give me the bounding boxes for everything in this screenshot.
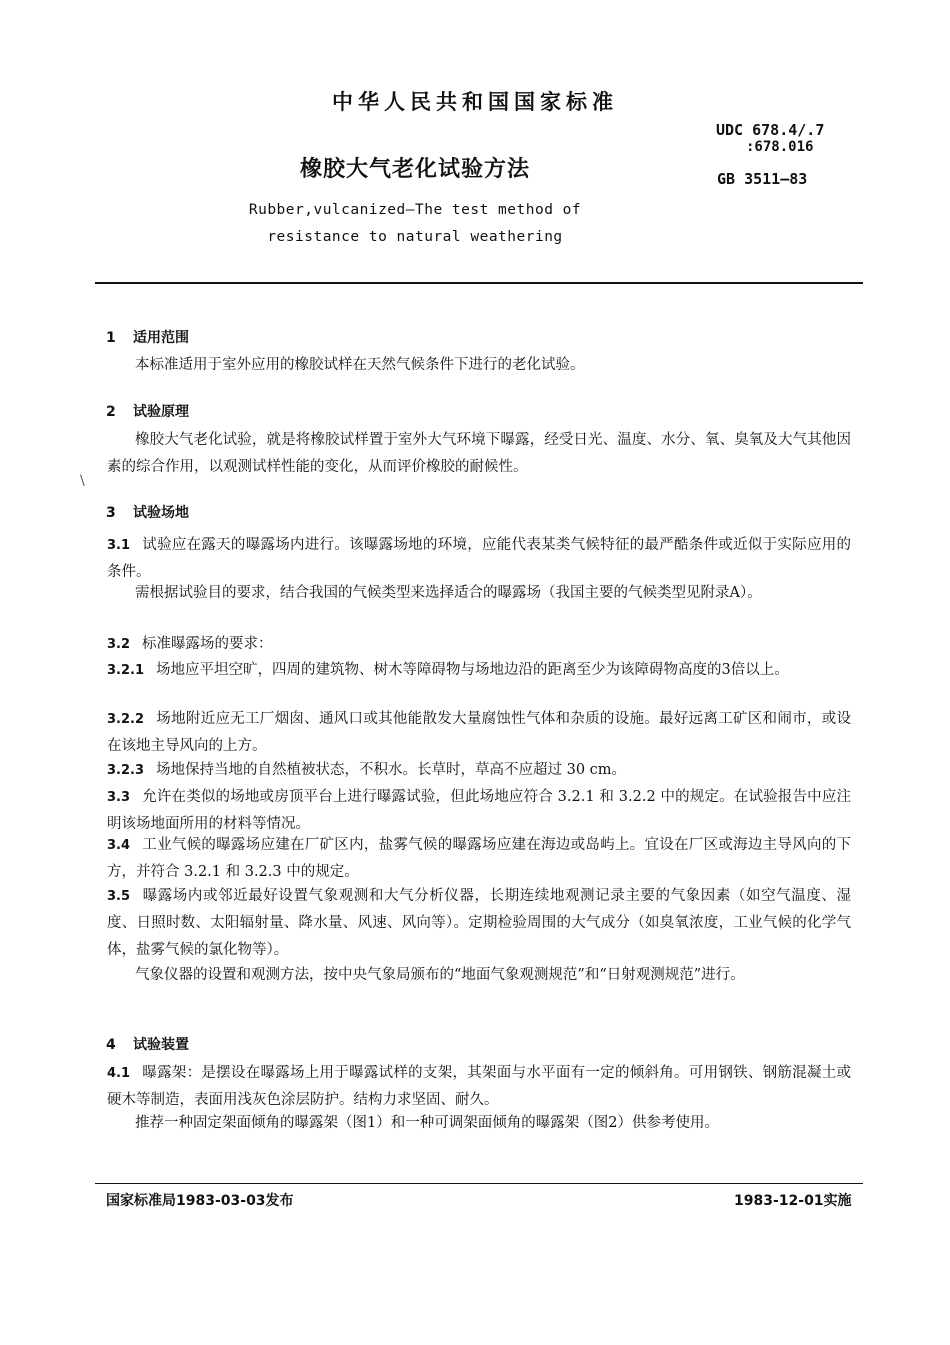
section-number: 4 (106, 1037, 116, 1053)
clause-3-1 (107, 532, 851, 586)
section-title: 适用范围 (133, 330, 189, 346)
section-number: 3 (106, 505, 116, 521)
clause-3-2-2 (107, 706, 851, 760)
clause-text: 允许在类似的场地或房顶平台上进行曝露试验，但此场地应符合 3.2.1 和 3.2.2 中的规定。在试验报告中应注明该场地面所用的材料等情况。 (107, 789, 851, 832)
section-number: 1 (106, 330, 116, 346)
effective-date: 1983-12-01实施 (734, 1193, 852, 1209)
national-standard-heading: 中华人民共和国国家标准 (332, 90, 618, 114)
section-heading-2 (106, 401, 189, 421)
clause-number: 3.1 (107, 538, 131, 553)
clause-number: 3.2.1 (107, 663, 145, 678)
clause-3-1-b: 需根据试验目的要求，结合我国的气候类型来选择适合的曝露场（我国主要的气候类型见附录A）。 (135, 585, 762, 601)
udc-code-line1: UDC 678.4/.7 (716, 121, 825, 139)
clause-3-2 (107, 631, 851, 658)
clause-4-1 (107, 1060, 851, 1114)
header-rule (95, 282, 863, 284)
clause-number: 3.3 (107, 790, 131, 805)
section-title: 试验原理 (133, 404, 189, 420)
margin-mark: \ (80, 473, 85, 489)
clause-4-1-b: 推荐一种固定架面倾角的曝露架（图1）和一种可调架面倾角的曝露架（图2）供参考使用。 (135, 1115, 719, 1131)
clause-number: 4.1 (107, 1066, 131, 1081)
clause-number: 3.2 (107, 637, 131, 652)
section-heading-4 (106, 1034, 189, 1054)
section-title: 试验场地 (133, 505, 189, 521)
document-title-en-line2: resistance to natural weathering (267, 229, 563, 245)
paragraph-1: 本标准适用于室外应用的橡胶试样在天然气候条件下进行的老化试验。 (135, 357, 585, 373)
clause-number: 3.4 (107, 838, 131, 853)
clause-number: 3.2.2 (107, 712, 145, 727)
gb-code: GB 3511—83 (717, 170, 808, 188)
clause-text: 场地保持当地的自然植被状态，不积水。长草时，草高不应超过 30 cm。 (156, 762, 627, 778)
clause-3-5 (107, 883, 851, 964)
clause-text: 工业气候的曝露场应建在厂矿区内，盐雾气候的曝露场应建在海边或岛屿上。宜设在厂区或海边主导风向的下方，并符合 3.2.1 和 3.2.3 中的规定。 (107, 837, 851, 880)
clause-3-2-3 (107, 757, 851, 784)
paragraph-2: 橡胶大气老化试验，就是将橡胶试样置于室外大气环境下曝露，经受日光、温度、水分、氧、臭氧及大气其他因素的综合作用，以观测试样性能的变化，从而评价橡胶的耐候性。 (107, 432, 851, 475)
clause-text: 试验应在露天的曝露场内进行。该曝露场地的环境，应能代表某类气候特征的最严酷条件或近似于实际应用的条件。 (107, 537, 851, 580)
clause-number: 3.5 (107, 889, 131, 904)
clause-text: 标准曝露场的要求： (142, 636, 273, 652)
clause-text: 场地附近应无工厂烟囱、通风口或其他能散发大量腐蚀性气体和杂质的设施。最好远离工矿区和闹市，或设在该地主导风向的上方。 (107, 711, 851, 754)
issue-date: 国家标准局1983-03-03发布 (106, 1193, 294, 1209)
udc-code-line2: :678.016 (746, 139, 814, 155)
clause-3-4 (107, 832, 851, 886)
document-title-en-line1: Rubber,vulcanized—The test method of (248, 202, 582, 218)
clause-text: 曝露场内或邻近最好设置气象观测和大气分析仪器，长期连续地观测记录主要的气象因素（如空气温度、湿度、日照时数、太阳辐射量、降水量、风速、风向等）。定期检验周围的大气成分（如臭氧浓度，工业气候的化学气体，盐雾气候的氯化物等）。 (107, 888, 851, 958)
document-title-cn: 橡胶大气老化试验方法 (299, 157, 530, 182)
clause-3-2-1 (107, 657, 851, 684)
clause-3-3 (107, 784, 851, 838)
section-heading-3 (106, 502, 189, 522)
section-number: 2 (106, 404, 116, 420)
section-heading-1 (106, 327, 189, 347)
section-title: 试验装置 (133, 1037, 189, 1053)
footer-rule (95, 1183, 863, 1184)
clause-number: 3.2.3 (107, 763, 145, 778)
clause-3-5-b: 气象仪器的设置和观测方法，按中央气象局颁布的“地面气象观测规范”和“日射观测规范”进行。 (135, 967, 745, 983)
clause-text: 曝露架：是摆设在曝露场上用于曝露试样的支架，其架面与水平面有一定的倾斜角。可用钢铁、钢筋混凝土或硬木等制造，表面用浅灰色涂层防护。结构力求坚固、耐久。 (107, 1065, 851, 1108)
clause-text: 场地应平坦空旷，四周的建筑物、树木等障碍物与场地边沿的距离至少为该障碍物高度的3倍以上。 (156, 662, 789, 678)
